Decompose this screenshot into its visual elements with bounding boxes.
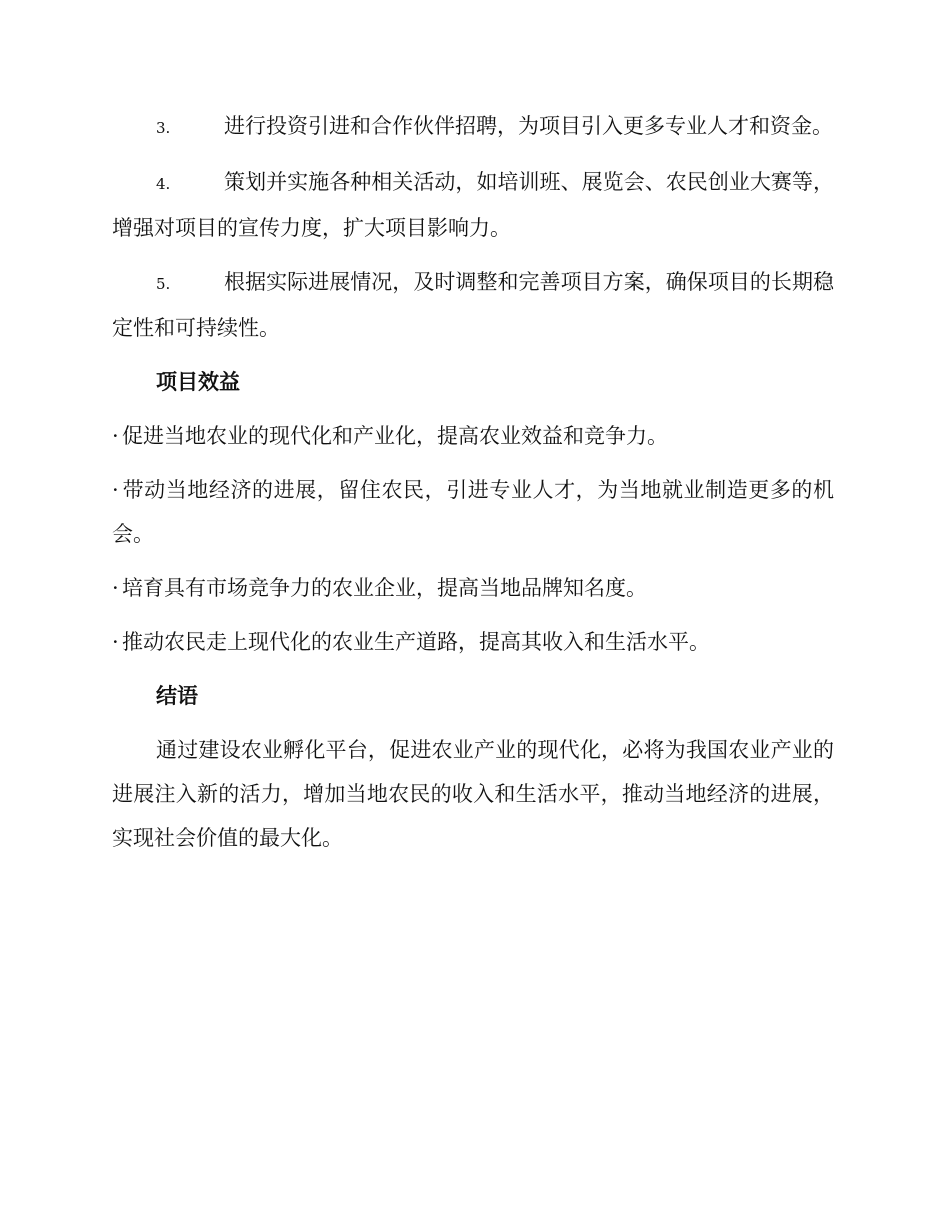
bullet-item: [112, 414, 834, 458]
step-number: 5.: [156, 275, 171, 293]
bullet-text: 推动农民走上现代化的农业生产道路，提高其收入和生活水平。: [122, 630, 710, 654]
section-heading-conclusion: 结语: [156, 683, 198, 708]
conclusion-paragraph: 通过建设农业孵化平台，促进农业产业的现代化，必将为我国农业产业的进展注入新的活力，增加当地农民的收入和生活水平，推动当地经济的进展，实现社会价值的最大化。: [112, 738, 834, 850]
step-text: 进行投资引进和合作伙伴招聘，为项目引入更多专业人才和资金。: [224, 114, 833, 138]
step-text: 根据实际进展情况，及时调整和完善项目方案，确保项目的长期稳定性和可持续性。: [112, 270, 834, 340]
numbered-step: [112, 160, 834, 250]
numbered-step: [112, 260, 834, 350]
bullet-dot: ·: [112, 630, 119, 654]
bullet-dot: ·: [112, 478, 119, 502]
bullet-text: 带动当地经济的进展，留住农民，引进专业人才，为当地就业制造更多的机会。: [112, 478, 834, 546]
numbered-step: [112, 104, 834, 150]
bullet-dot: ·: [112, 424, 119, 448]
bullet-item: [112, 468, 834, 556]
bullet-item: [112, 620, 834, 664]
step-text: 策划并实施各种相关活动，如培训班、展览会、农民创业大赛等，增强对项目的宣传力度，扩大项目影响力。: [112, 170, 834, 240]
section-heading-benefits: 项目效益: [156, 369, 240, 394]
document-body: [112, 104, 834, 860]
bullet-text: 培育具有市场竞争力的农业企业，提高当地品牌知名度。: [122, 576, 647, 600]
bullet-dot: ·: [112, 576, 119, 600]
bullet-item: [112, 566, 834, 610]
bullet-text: 促进当地农业的现代化和产业化，提高农业效益和竞争力。: [122, 424, 668, 448]
step-number: 3.: [156, 119, 171, 137]
step-number: 4.: [156, 175, 171, 193]
